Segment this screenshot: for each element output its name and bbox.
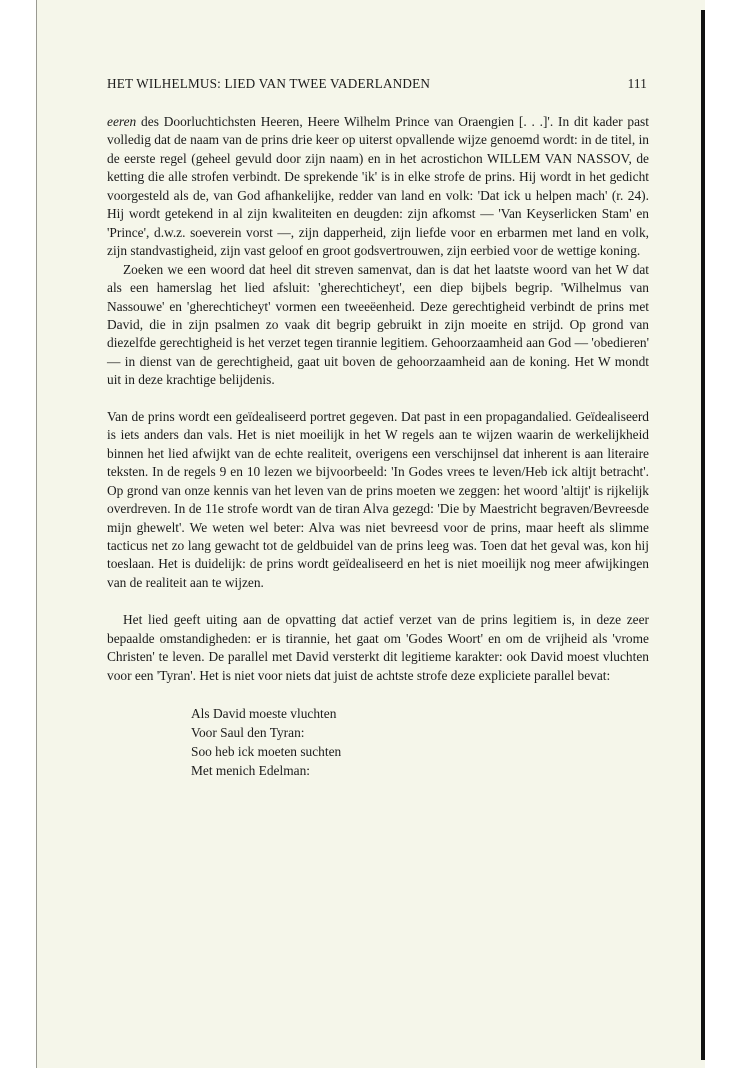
paragraph-2: Zoeken we een woord dat heel dit streven samenvat, dan is dat het laatste woord van het W dat als een hamerslag het lied afsluit: 'gherechticheyt', een diep bijbels begrip. 'Wilhelmus van Nassouwe' en 'gherechticheyt' vormen een tweeëenheid. Deze gerechtigheid verbindt de prins met David, die in zijn psalmen zo vaak dit begrip gebruikt in zijn moeite en strijd. Op grond van diezelfde gerechtigheid is het verzet tegen tirannie legitiem. Gehoorzaamheid aan God — 'obedieren' — in dienst van de gerechtigheid, gaat uit boven de gehoorzaamheid aan de koning. Het W mondt uit in deze krachtige belijdenis.	[107, 261, 649, 388]
paragraph-1-italic-word: eeren	[107, 114, 137, 129]
verse-line: Met menich Edelman:	[191, 762, 310, 778]
verse-line: Voor Saul den Tyran:	[191, 725, 305, 741]
body-text	[107, 113, 649, 781]
verse-line: Als David moeste vluchten	[191, 706, 337, 722]
paragraph-3: Van de prins wordt een geïdealiseerd portret gegeven. Dat past in een propagandalied. Geïdealiseerd is iets anders dan vals. Het is niet moeilijk in het W regels aan te wijzen waarin de werkelijkheid binnen het lied afwijkt van de echte realiteit, overigens een verschijnsel dat inherent is aan literaire teksten. In de regels 9 en 10 lezen we bijvoorbeeld: 'In Godes vrees te leven/Heb ick altijt betracht'. Op grond van onze kennis van het leven van de prins moeten we zeggen: het woord 'altijt' is rijkelijk overdreven. In de 11e strofe wordt van de tiran Alva gezegd: 'Die by Maestricht begraven/Bevreesde mijn ghewelt'. We weten wel beter: Alva was niet bevreesd voor de prins, maar heeft als slimme tacticus net zo lang gewacht tot de geldbuidel van de prins leeg was. Toen dat het geval was, kon hij toeslaan. Het is duidelijk: de prins wordt geïdealiseerd en het is niet moeilijk nog meer afwijkingen van de realiteit aan te wijzen.	[107, 408, 649, 590]
verse-quotation	[191, 705, 649, 781]
running-title: HET WILHELMUS: LIED VAN TWEE VADERLANDEN	[107, 76, 431, 91]
paragraph-4: Het lied geeft uiting aan de opvatting dat actief verzet van de prins legitiem is, in deze zeer bepaalde omstandigheden: er is tirannie, het gaat om 'Godes Woort' en om de vrijheid als 'vrome Christen' te leven. De parallel met David versterkt dit legitieme karakter: ook David moest vluchten voor een 'Tyran'. Het is niet voor niets dat juist de achtste strofe deze expliciete parallel bevat:	[107, 612, 649, 683]
book-page	[36, 0, 705, 1068]
paragraph-1	[107, 113, 649, 261]
paragraph-1-text: des Doorluchtichsten Heeren, Heere Wilhelm Prince van Oraengien [. . .]'. In dit kader past volledig dat de naam van de prins drie keer op uiterst opvallende wijze genoemd wordt: in de titel, in de eerste regel (geheel gevuld door zijn naam) en in het acrostichon WILLEM VAN NASSOV, de ketting die alle strofen verbindt. De sprekende 'ik' is in elke strofe de prins. Hij wordt in het gedicht voorgesteld als de, van God afhankelijke, redder van land en volk: 'Dat ick u helpen mach' (r. 24). Hij wordt getekend in al zijn kwaliteiten en deugden: zijn afkomst — 'Van Keyserlicken Stam' en 'Prince', d.w.z. soeverein vorst —, zijn dapperheid, zijn liefde voor en erbarmen met land en volk, zijn standvastigheid, zijn vast geloof en groot godsvertrouwen, zijn eerbied voor de wettige koning.	[107, 114, 649, 259]
page-spine-edge	[701, 10, 705, 1060]
running-header	[107, 76, 647, 92]
page-number: 111	[627, 76, 647, 91]
verse-line: Soo heb ick moeten suchten	[191, 743, 342, 759]
